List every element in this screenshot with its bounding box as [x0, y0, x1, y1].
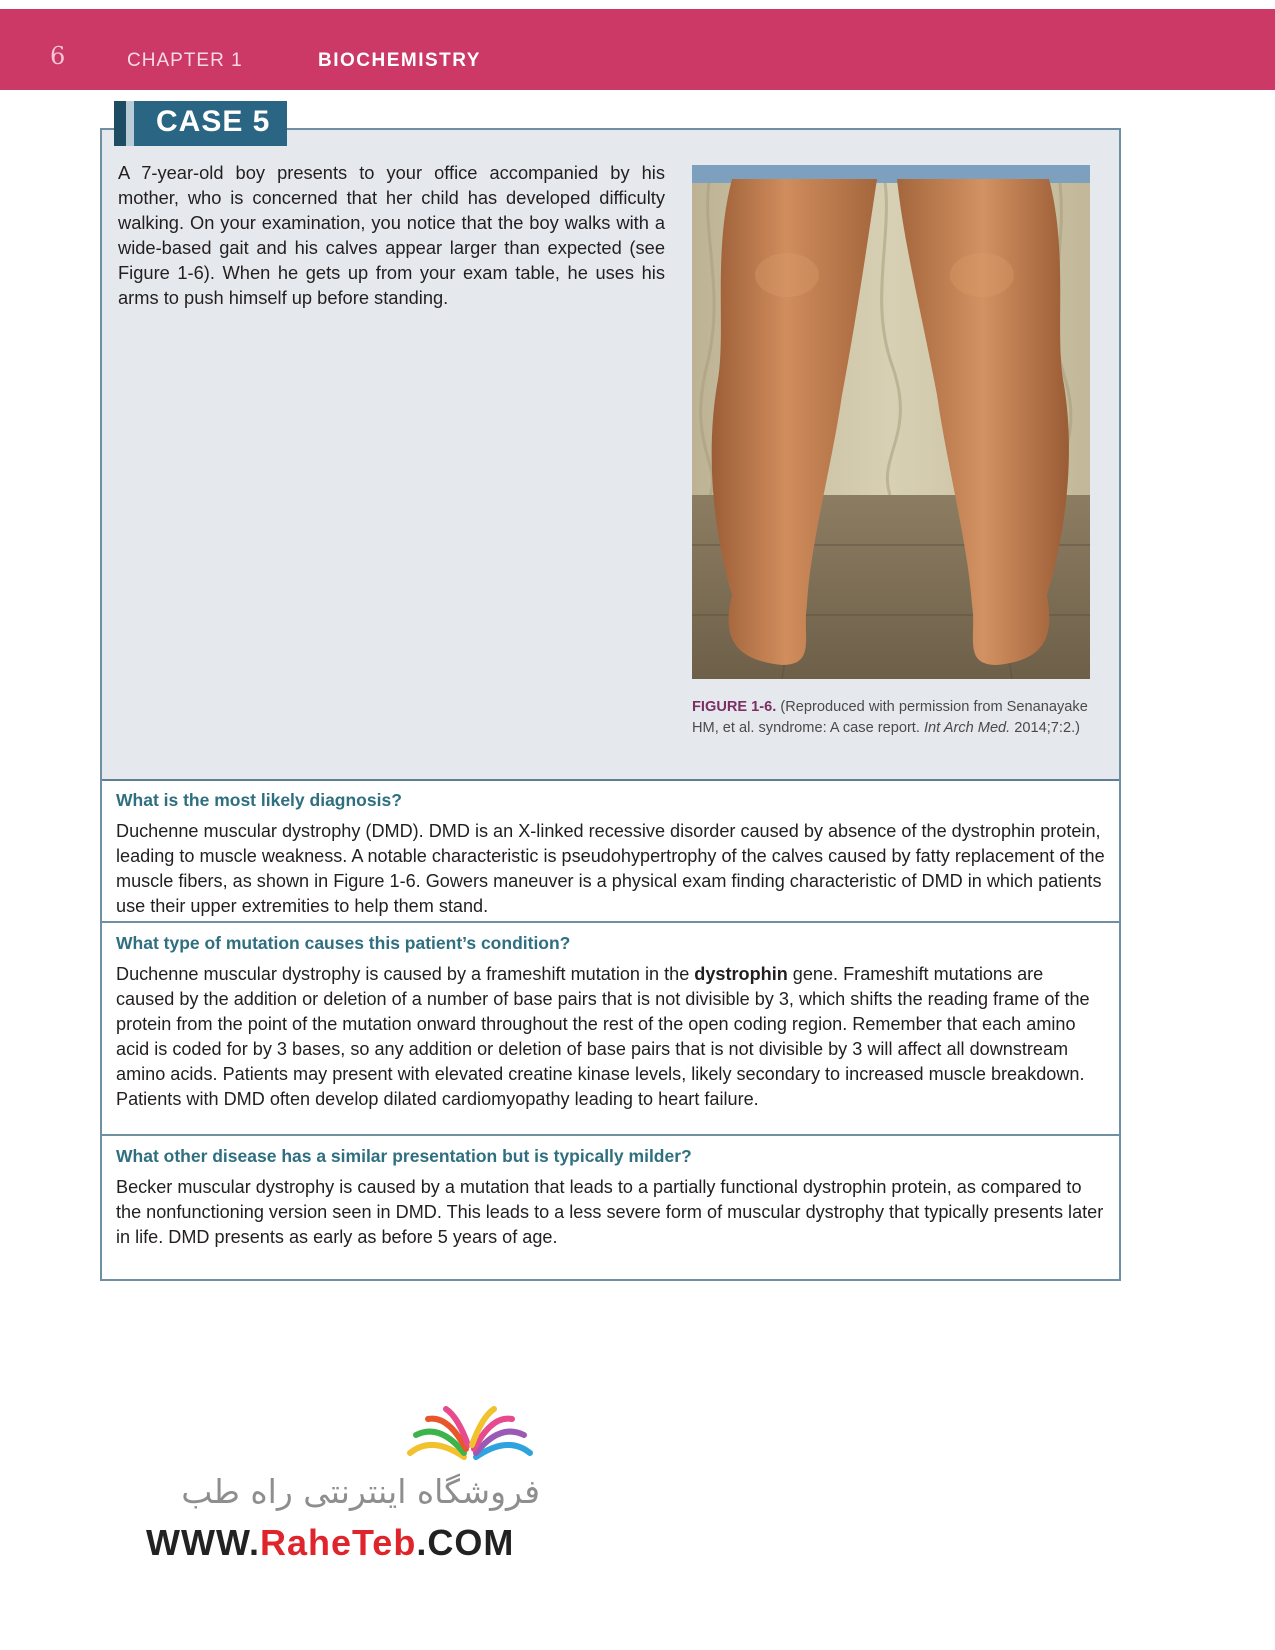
page-number: 6	[50, 42, 66, 70]
figure-caption	[692, 697, 1092, 739]
watermark-persian-text: فروشگاه اینترنتی راه طب	[181, 1472, 540, 1511]
figure-journal: Int Arch Med.	[923, 720, 1011, 736]
answer-text	[116, 962, 1105, 1112]
question-heading: What is the most likely diagnosis?	[116, 790, 402, 810]
url-prefix: WWW.	[146, 1522, 260, 1563]
answer-bold-term: dystrophin	[694, 964, 788, 984]
answer-text: Duchenne muscular dystrophy (DMD). DMD is an X-linked recessive disorder caused by absence of the dystrophin protein, leading to muscle weakness. A notable characteristic is pseudohypertrophy of the calves caused by fatty replacement of the muscle fibers, as shown in Figure 1-6. Gowers maneuver is a physical exam finding characteristic of DMD in which patients use their upper extremities to help them stand.	[116, 821, 1105, 916]
url-brand: RaheTeb	[259, 1522, 417, 1563]
qa-mutation-type	[102, 923, 1119, 1136]
figure-citation-tail: 2014;7:2.)	[1010, 720, 1081, 736]
case-presentation	[102, 130, 1119, 781]
answer-text-part: Duchenne muscular dystrophy is caused by a frameshift mutation in the	[116, 964, 695, 984]
case-label-tab	[114, 101, 287, 146]
question-heading: What other disease has a similar presentation but is typically milder?	[116, 1146, 692, 1166]
case-label-text: CASE 5	[156, 105, 271, 138]
case-box	[100, 128, 1121, 1281]
book-logo-icon	[402, 1405, 538, 1465]
url-suffix: .COM	[416, 1522, 515, 1563]
subject-label: BIOCHEMISTRY	[318, 50, 481, 71]
answer-text-part: gene. Frameshift mutations are caused by the addition or deletion of a number of base pairs that is not divisible by 3, which shifts the reading frame of the protein from the point of the mutation onward throughout the rest of the open coding region. Remember that each amino acid is coded for by 3 bases, so any addition or deletion of base pairs that is not divisible by 3 will affect all downstream amino acids. Patients may present with elevated creatine kinase levels, likely secondary to increased muscle breakdown. Patients with DMD often develop dilated cardiomyopathy leading to heart failure.	[116, 964, 1090, 1109]
qa-diagnosis	[102, 779, 1119, 923]
case-intro-text: A 7-year-old boy presents to your office accompanied by his mother, who is concerned that her child has developed difficulty walking. On your examination, you notice that the boy walks with a wide-based gait and his calves appear larger than expected (see Figure 1-6). When he gets up from your exam table, he uses his arms to push himself up before standing.	[118, 162, 665, 308]
chapter-label: CHAPTER 1	[127, 50, 243, 71]
watermark-url	[146, 1522, 514, 1564]
figure-label: FIGURE 1-6.	[692, 699, 777, 715]
question-heading: What type of mutation causes this patient’s condition?	[116, 933, 571, 953]
figure-caption-text: (Reproduced with permission from Senanayake HM, et al. syndrome: A case report.	[692, 699, 1088, 736]
figure-calves-photo	[692, 165, 1090, 679]
answer-text: Becker muscular dystrophy is caused by a mutation that leads to a partially functional dystrophin protein, as compared to the nonfunctioning version seen in DMD. This leads to a less severe form of muscular dystrophy that typically presents later in life. DMD presents as early as before 5 years of age.	[116, 1177, 1104, 1247]
qa-similar-disease	[102, 1136, 1119, 1279]
